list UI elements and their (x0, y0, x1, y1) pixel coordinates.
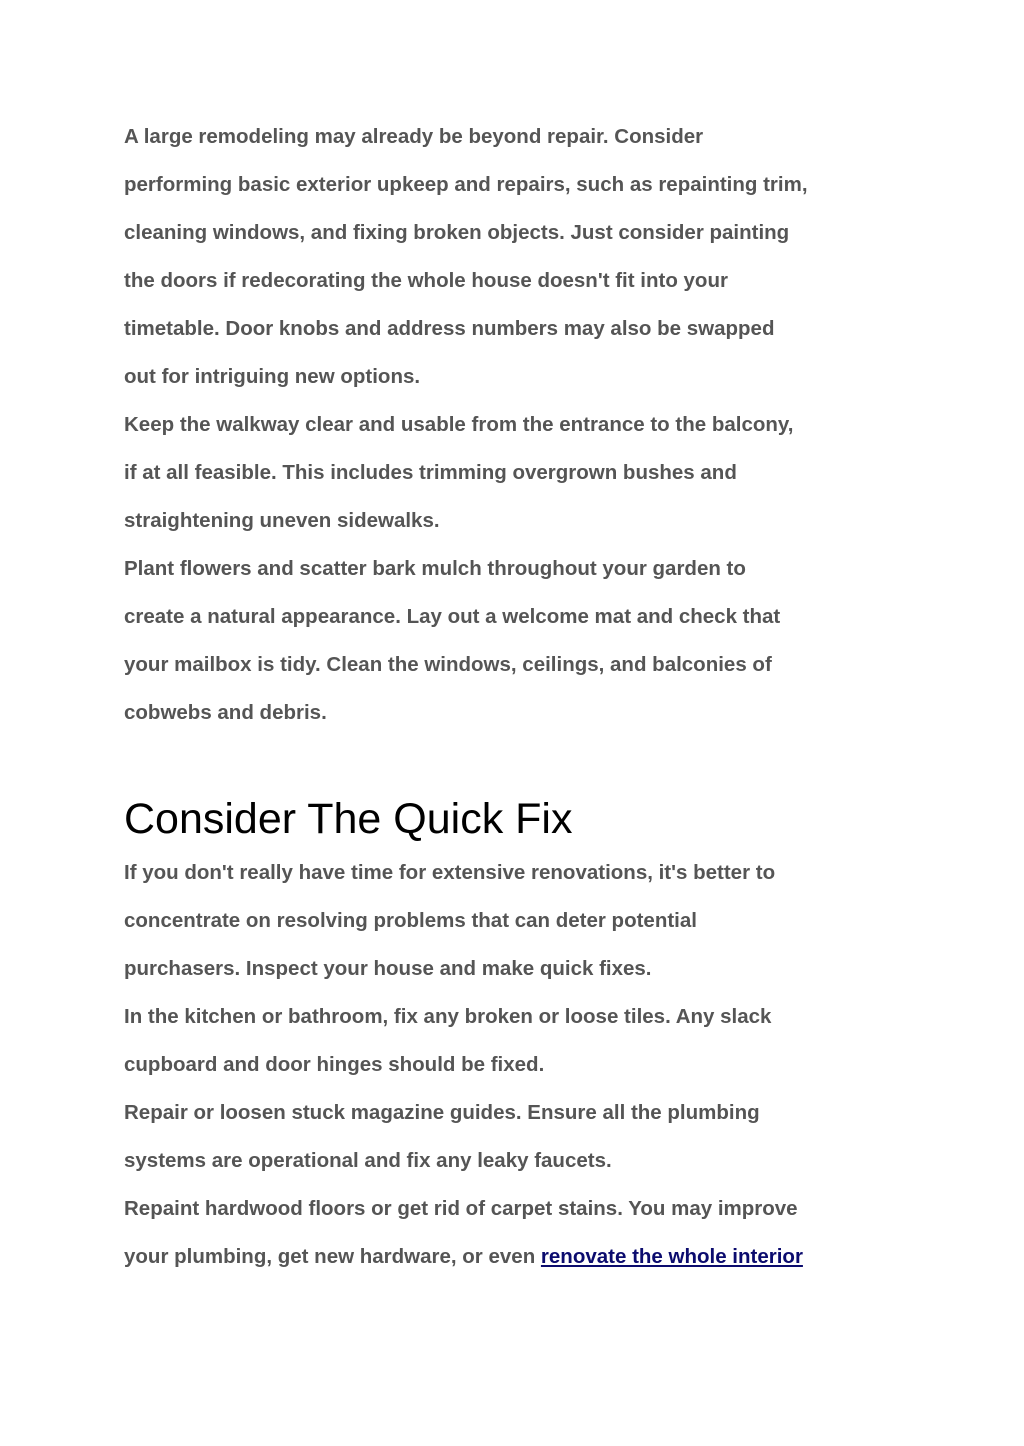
text-line: straightening uneven sidewalks. (124, 509, 440, 532)
text-line: the doors if redecorating the whole house doesn't fit into your (124, 269, 728, 292)
text-line: If you don't really have time for extensive renovations, it's better to (124, 861, 776, 884)
text-line: out for intriguing new options. (124, 365, 421, 388)
text-line: if at all feasible. This includes trimming overgrown bushes and (124, 461, 737, 484)
text-line: Repaint hardwood floors or get rid of carpet stains. You may improve (124, 1197, 798, 1220)
text-line: A large remodeling may already be beyond repair. Consider (124, 125, 704, 148)
text-line: cupboard and door hinges should be fixed. (124, 1053, 545, 1076)
text-line: Plant flowers and scatter bark mulch throughout your garden to (124, 557, 746, 580)
text-line: purchasers. Inspect your house and make quick fixes. (124, 957, 652, 980)
text-line: Keep the walkway clear and usable from the entrance to the balcony, (124, 413, 794, 436)
text-line: Repair or loosen stuck magazine guides. Ensure all the plumbing (124, 1101, 760, 1124)
section-heading: Consider The Quick Fix (124, 795, 573, 843)
text-line: timetable. Door knobs and address numbers may also be swapped (124, 317, 775, 340)
text-line: performing basic exterior upkeep and repairs, such as repainting trim, (124, 173, 808, 196)
text-line-prefix: your plumbing, get new hardware, or even (124, 1245, 541, 1268)
intro-text-block (124, 113, 808, 737)
text-line: cobwebs and debris. (124, 701, 327, 724)
text-line: systems are operational and fix any leaky faucets. (124, 1149, 612, 1172)
text-line: your mailbox is tidy. Clean the windows, ceilings, and balconies of (124, 653, 772, 676)
quick-fix-text-block (124, 849, 803, 1281)
text-line: create a natural appearance. Lay out a welcome mat and check that (124, 605, 781, 628)
renovate-interior-link[interactable]: renovate the whole interior (540, 1245, 803, 1268)
text-line: In the kitchen or bathroom, fix any broken or loose tiles. Any slack (124, 1005, 772, 1028)
text-line: concentrate on resolving problems that can deter potential (124, 909, 697, 932)
text-line: cleaning windows, and fixing broken objects. Just consider painting (124, 221, 790, 244)
text-line-with-link (124, 1233, 803, 1281)
